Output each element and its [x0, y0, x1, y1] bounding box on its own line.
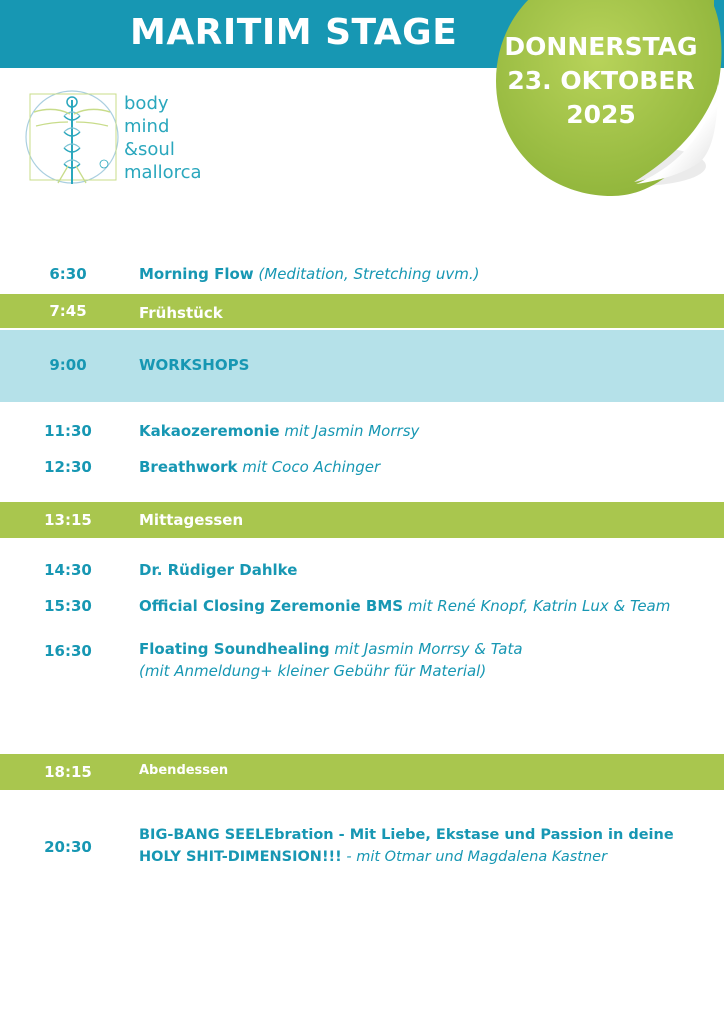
schedule-row	[0, 258, 724, 292]
schedule-row	[0, 554, 724, 588]
schedule-time: 6:30	[49, 265, 87, 283]
schedule-row	[0, 450, 724, 484]
schedule-note: (mit Anmeldung+ kleiner Gebühr für Material)	[139, 662, 487, 680]
logo-word-mind: mind	[124, 116, 170, 137]
stage-title: MARITIM STAGE	[130, 12, 458, 53]
schedule-title: WORKSHOPS	[139, 356, 250, 374]
schedule-title: Mittagessen	[139, 511, 244, 529]
schedule-title: Dr. Rüdiger Dahlke	[139, 561, 298, 579]
schedule-title: Frühstück	[139, 304, 223, 322]
schedule-row-break	[0, 294, 724, 328]
logo-word-soul: &soul	[124, 139, 175, 160]
date-day-month: 23. OKTOBER	[507, 66, 695, 95]
schedule-time: 18:15	[44, 763, 92, 781]
date-weekday: DONNERSTAG	[504, 32, 698, 61]
schedule-time: 13:15	[44, 511, 92, 529]
schedule-title: Kakaozeremonie mit Jasmin Morrsy	[139, 422, 420, 440]
schedule-time: 11:30	[44, 422, 92, 440]
schedule-title: Morning Flow (Meditation, Stretching uvm.)	[139, 265, 480, 283]
schedule-title: Official Closing Zeremonie BMS mit René Knopf, Katrin Lux & Team	[139, 597, 671, 615]
schedule-time: 7:45	[49, 302, 87, 320]
schedule-title: Abendessen	[139, 763, 229, 778]
schedule-title: Floating Soundhealing mit Jasmin Morrsy & Tata (mit Anmeldung+ kleiner Gebühr für Material)	[139, 640, 523, 680]
schedule-row-break	[0, 754, 724, 790]
schedule-row	[0, 822, 724, 872]
logo-word-body: body	[124, 93, 169, 114]
date-year: 2025	[566, 100, 636, 129]
schedule-time: 16:30	[44, 642, 92, 660]
schedule-time: 12:30	[44, 458, 92, 476]
schedule-row	[0, 414, 724, 448]
date-badge	[496, 30, 706, 132]
schedule-row-workshops	[0, 330, 724, 402]
schedule-time: 14:30	[44, 561, 92, 579]
schedule-title: BIG-BANG SEELEbration - Mit Liebe, Ekstase und Passion in deine HOLY SHIT-DIMENSION!!! - mit Otmar und Magdalena Kastner	[139, 827, 674, 865]
schedule-row-break	[0, 502, 724, 538]
logo-word-mallorca: mallorca	[124, 162, 202, 183]
schedule-title: Breathwork mit Coco Achinger	[139, 458, 381, 476]
schedule-row	[0, 590, 724, 624]
schedule-time: 15:30	[44, 597, 92, 615]
schedule-time: 20:30	[44, 838, 92, 856]
logo-wordmark	[124, 92, 202, 184]
schedule-time: 9:00	[49, 356, 87, 374]
schedule-row	[0, 632, 724, 688]
